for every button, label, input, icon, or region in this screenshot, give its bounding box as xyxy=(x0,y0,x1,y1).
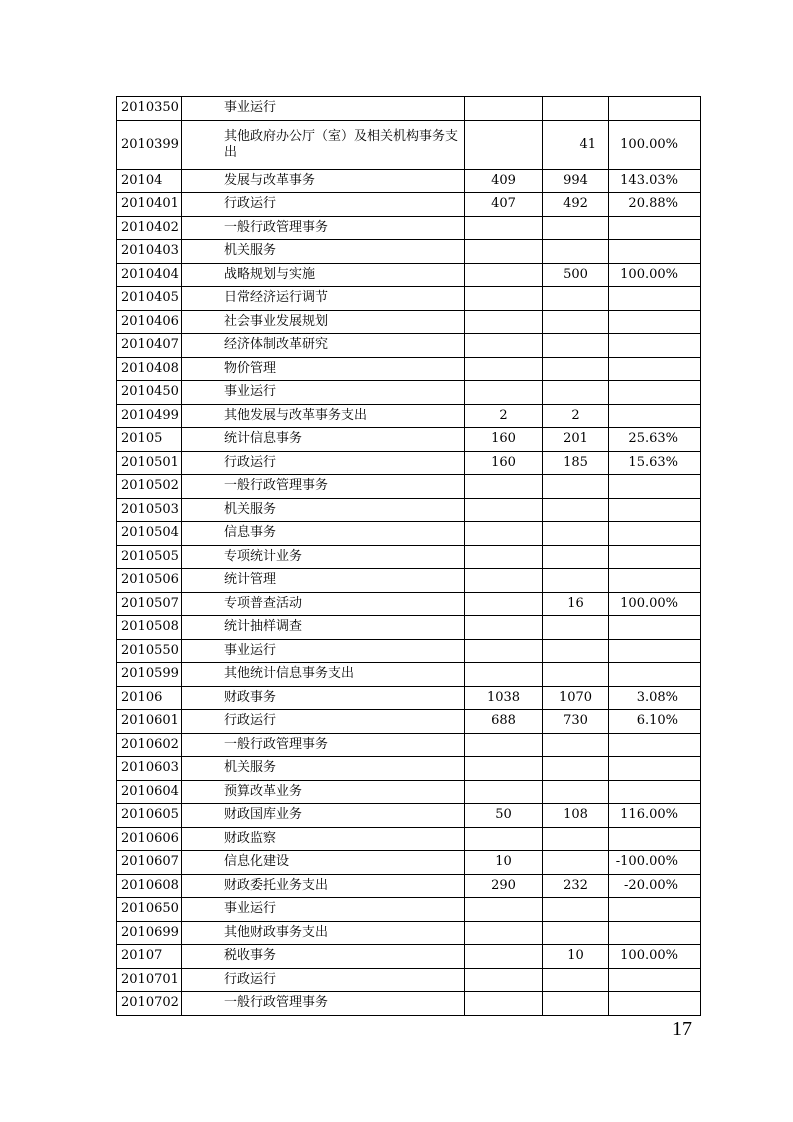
code-cell: 20105 xyxy=(117,428,182,452)
table-row xyxy=(117,287,701,311)
change-percent-cell: 25.63% xyxy=(609,428,701,452)
current-year-cell xyxy=(543,898,609,922)
change-percent-cell: 6.10% xyxy=(609,710,701,734)
table-row xyxy=(117,545,701,569)
change-percent-cell xyxy=(609,216,701,240)
code-cell: 2010506 xyxy=(117,569,182,593)
code-cell: 20104 xyxy=(117,169,182,193)
code-cell: 2010407 xyxy=(117,334,182,358)
name-cell: 行政运行 xyxy=(182,710,465,734)
prior-year-cell: 2 xyxy=(465,404,543,428)
current-year-cell: 41 xyxy=(543,120,609,169)
code-cell: 2010504 xyxy=(117,522,182,546)
name-cell: 一般行政管理事务 xyxy=(182,733,465,757)
name-cell: 专项普查活动 xyxy=(182,592,465,616)
code-cell: 2010503 xyxy=(117,498,182,522)
change-percent-cell xyxy=(609,757,701,781)
change-percent-cell: 20.88% xyxy=(609,193,701,217)
change-percent-cell: 143.03% xyxy=(609,169,701,193)
code-cell: 2010601 xyxy=(117,710,182,734)
current-year-cell xyxy=(543,334,609,358)
table-row xyxy=(117,310,701,334)
budget-table-body xyxy=(117,97,701,1016)
current-year-cell xyxy=(543,992,609,1016)
change-percent-cell xyxy=(609,310,701,334)
code-cell: 2010550 xyxy=(117,639,182,663)
table-row xyxy=(117,851,701,875)
change-percent-cell xyxy=(609,240,701,264)
change-percent-cell: 100.00% xyxy=(609,263,701,287)
current-year-cell xyxy=(543,968,609,992)
name-cell: 事业运行 xyxy=(182,381,465,405)
change-percent-cell: 100.00% xyxy=(609,945,701,969)
table-row xyxy=(117,451,701,475)
change-percent-cell xyxy=(609,639,701,663)
table-row xyxy=(117,522,701,546)
name-cell: 战略规划与实施 xyxy=(182,263,465,287)
change-percent-cell: 100.00% xyxy=(609,120,701,169)
prior-year-cell xyxy=(465,616,543,640)
current-year-cell xyxy=(543,522,609,546)
prior-year-cell xyxy=(465,120,543,169)
table-row xyxy=(117,97,701,121)
change-percent-cell xyxy=(609,616,701,640)
table-row xyxy=(117,357,701,381)
code-cell: 2010607 xyxy=(117,851,182,875)
change-percent-cell: 116.00% xyxy=(609,804,701,828)
table-row xyxy=(117,686,701,710)
table-row xyxy=(117,334,701,358)
table-row xyxy=(117,498,701,522)
name-cell: 事业运行 xyxy=(182,97,465,121)
code-cell: 2010499 xyxy=(117,404,182,428)
change-percent-cell xyxy=(609,545,701,569)
change-percent-cell xyxy=(609,921,701,945)
name-cell: 统计信息事务 xyxy=(182,428,465,452)
prior-year-cell xyxy=(465,733,543,757)
prior-year-cell xyxy=(465,545,543,569)
current-year-cell: 1070 xyxy=(543,686,609,710)
prior-year-cell xyxy=(465,357,543,381)
table-row xyxy=(117,569,701,593)
name-cell: 社会事业发展规划 xyxy=(182,310,465,334)
name-cell: 信息事务 xyxy=(182,522,465,546)
current-year-cell xyxy=(543,381,609,405)
code-cell: 2010401 xyxy=(117,193,182,217)
code-cell: 2010699 xyxy=(117,921,182,945)
current-year-cell: 185 xyxy=(543,451,609,475)
prior-year-cell: 160 xyxy=(465,428,543,452)
current-year-cell xyxy=(543,569,609,593)
prior-year-cell xyxy=(465,97,543,121)
prior-year-cell: 10 xyxy=(465,851,543,875)
name-cell: 经济体制改革研究 xyxy=(182,334,465,358)
prior-year-cell xyxy=(465,334,543,358)
name-cell: 机关服务 xyxy=(182,498,465,522)
change-percent-cell: 3.08% xyxy=(609,686,701,710)
change-percent-cell xyxy=(609,357,701,381)
change-percent-cell xyxy=(609,663,701,687)
table-row xyxy=(117,992,701,1016)
prior-year-cell xyxy=(465,498,543,522)
change-percent-cell: 100.00% xyxy=(609,592,701,616)
table-row xyxy=(117,169,701,193)
table-row xyxy=(117,592,701,616)
name-cell: 一般行政管理事务 xyxy=(182,216,465,240)
change-percent-cell xyxy=(609,475,701,499)
table-row xyxy=(117,639,701,663)
change-percent-cell xyxy=(609,992,701,1016)
current-year-cell xyxy=(543,310,609,334)
current-year-cell xyxy=(543,733,609,757)
table-row xyxy=(117,263,701,287)
table-row xyxy=(117,945,701,969)
prior-year-cell: 1038 xyxy=(465,686,543,710)
table-row xyxy=(117,733,701,757)
prior-year-cell xyxy=(465,522,543,546)
name-cell: 专项统计业务 xyxy=(182,545,465,569)
name-cell: 日常经济运行调节 xyxy=(182,287,465,311)
prior-year-cell xyxy=(465,639,543,663)
prior-year-cell xyxy=(465,968,543,992)
current-year-cell: 10 xyxy=(543,945,609,969)
name-cell: 行政运行 xyxy=(182,193,465,217)
prior-year-cell xyxy=(465,287,543,311)
table-row xyxy=(117,827,701,851)
prior-year-cell xyxy=(465,898,543,922)
prior-year-cell xyxy=(465,827,543,851)
name-cell: 一般行政管理事务 xyxy=(182,992,465,1016)
change-percent-cell xyxy=(609,827,701,851)
table-row xyxy=(117,381,701,405)
table-row xyxy=(117,780,701,804)
code-cell: 2010502 xyxy=(117,475,182,499)
current-year-cell: 16 xyxy=(543,592,609,616)
table-row xyxy=(117,710,701,734)
name-cell: 统计抽样调查 xyxy=(182,616,465,640)
change-percent-cell: -20.00% xyxy=(609,874,701,898)
change-percent-cell xyxy=(609,334,701,358)
code-cell: 2010350 xyxy=(117,97,182,121)
name-cell: 机关服务 xyxy=(182,240,465,264)
table-row xyxy=(117,968,701,992)
table-row xyxy=(117,193,701,217)
prior-year-cell xyxy=(465,757,543,781)
change-percent-cell xyxy=(609,780,701,804)
budget-table xyxy=(116,96,701,1016)
name-cell: 税收事务 xyxy=(182,945,465,969)
code-cell: 2010408 xyxy=(117,357,182,381)
name-cell: 行政运行 xyxy=(182,451,465,475)
table-row xyxy=(117,404,701,428)
prior-year-cell xyxy=(465,263,543,287)
current-year-cell xyxy=(543,287,609,311)
change-percent-cell xyxy=(609,381,701,405)
name-cell: 其他政府办公厅（室）及相关机构事务支出 xyxy=(182,120,465,169)
code-cell: 2010406 xyxy=(117,310,182,334)
table-row xyxy=(117,216,701,240)
code-cell: 2010399 xyxy=(117,120,182,169)
name-cell: 财政监察 xyxy=(182,827,465,851)
prior-year-cell: 688 xyxy=(465,710,543,734)
prior-year-cell xyxy=(465,240,543,264)
prior-year-cell: 290 xyxy=(465,874,543,898)
current-year-cell xyxy=(543,475,609,499)
code-cell: 2010603 xyxy=(117,757,182,781)
prior-year-cell: 50 xyxy=(465,804,543,828)
name-cell: 一般行政管理事务 xyxy=(182,475,465,499)
table-row xyxy=(117,898,701,922)
change-percent-cell xyxy=(609,404,701,428)
change-percent-cell: -100.00% xyxy=(609,851,701,875)
name-cell: 财政国库业务 xyxy=(182,804,465,828)
code-cell: 2010599 xyxy=(117,663,182,687)
change-percent-cell xyxy=(609,733,701,757)
code-cell: 2010604 xyxy=(117,780,182,804)
current-year-cell: 201 xyxy=(543,428,609,452)
current-year-cell xyxy=(543,757,609,781)
table-row xyxy=(117,616,701,640)
code-cell: 2010507 xyxy=(117,592,182,616)
name-cell: 机关服务 xyxy=(182,757,465,781)
name-cell: 财政事务 xyxy=(182,686,465,710)
name-cell: 行政运行 xyxy=(182,968,465,992)
current-year-cell xyxy=(543,498,609,522)
table-row xyxy=(117,428,701,452)
name-cell: 统计管理 xyxy=(182,569,465,593)
current-year-cell: 108 xyxy=(543,804,609,828)
table-row xyxy=(117,921,701,945)
code-cell: 2010702 xyxy=(117,992,182,1016)
code-cell: 20107 xyxy=(117,945,182,969)
code-cell: 2010405 xyxy=(117,287,182,311)
name-cell: 物价管理 xyxy=(182,357,465,381)
current-year-cell xyxy=(543,851,609,875)
code-cell: 2010650 xyxy=(117,898,182,922)
name-cell: 其他发展与改革事务支出 xyxy=(182,404,465,428)
table-row xyxy=(117,663,701,687)
current-year-cell: 994 xyxy=(543,169,609,193)
code-cell: 2010402 xyxy=(117,216,182,240)
current-year-cell xyxy=(543,921,609,945)
change-percent-cell xyxy=(609,569,701,593)
name-cell: 事业运行 xyxy=(182,639,465,663)
code-cell: 2010505 xyxy=(117,545,182,569)
change-percent-cell xyxy=(609,898,701,922)
prior-year-cell: 409 xyxy=(465,169,543,193)
code-cell: 2010701 xyxy=(117,968,182,992)
table-row xyxy=(117,475,701,499)
current-year-cell xyxy=(543,240,609,264)
change-percent-cell xyxy=(609,522,701,546)
table-row xyxy=(117,757,701,781)
name-cell: 财政委托业务支出 xyxy=(182,874,465,898)
code-cell: 2010608 xyxy=(117,874,182,898)
current-year-cell: 730 xyxy=(543,710,609,734)
code-cell: 2010602 xyxy=(117,733,182,757)
table-row xyxy=(117,804,701,828)
current-year-cell xyxy=(543,216,609,240)
current-year-cell xyxy=(543,639,609,663)
current-year-cell: 492 xyxy=(543,193,609,217)
current-year-cell: 232 xyxy=(543,874,609,898)
name-cell: 其他财政事务支出 xyxy=(182,921,465,945)
current-year-cell: 500 xyxy=(543,263,609,287)
code-cell: 2010501 xyxy=(117,451,182,475)
code-cell: 2010606 xyxy=(117,827,182,851)
page-number: 17 xyxy=(672,1018,692,1040)
code-cell: 2010404 xyxy=(117,263,182,287)
current-year-cell xyxy=(543,97,609,121)
change-percent-cell: 15.63% xyxy=(609,451,701,475)
code-cell: 20106 xyxy=(117,686,182,710)
change-percent-cell xyxy=(609,968,701,992)
current-year-cell: 2 xyxy=(543,404,609,428)
prior-year-cell xyxy=(465,945,543,969)
change-percent-cell xyxy=(609,498,701,522)
table-row xyxy=(117,874,701,898)
code-cell: 2010450 xyxy=(117,381,182,405)
prior-year-cell xyxy=(465,475,543,499)
prior-year-cell: 407 xyxy=(465,193,543,217)
prior-year-cell xyxy=(465,780,543,804)
current-year-cell xyxy=(543,663,609,687)
change-percent-cell xyxy=(609,287,701,311)
prior-year-cell xyxy=(465,569,543,593)
current-year-cell xyxy=(543,780,609,804)
name-cell: 其他统计信息事务支出 xyxy=(182,663,465,687)
prior-year-cell xyxy=(465,663,543,687)
prior-year-cell: 160 xyxy=(465,451,543,475)
current-year-cell xyxy=(543,357,609,381)
change-percent-cell xyxy=(609,97,701,121)
table-row xyxy=(117,120,701,169)
prior-year-cell xyxy=(465,921,543,945)
name-cell: 信息化建设 xyxy=(182,851,465,875)
prior-year-cell xyxy=(465,310,543,334)
prior-year-cell xyxy=(465,992,543,1016)
prior-year-cell xyxy=(465,381,543,405)
prior-year-cell xyxy=(465,216,543,240)
name-cell: 事业运行 xyxy=(182,898,465,922)
name-cell: 发展与改革事务 xyxy=(182,169,465,193)
name-cell: 预算改革业务 xyxy=(182,780,465,804)
table-row xyxy=(117,240,701,264)
current-year-cell xyxy=(543,616,609,640)
code-cell: 2010508 xyxy=(117,616,182,640)
current-year-cell xyxy=(543,545,609,569)
prior-year-cell xyxy=(465,592,543,616)
code-cell: 2010605 xyxy=(117,804,182,828)
code-cell: 2010403 xyxy=(117,240,182,264)
current-year-cell xyxy=(543,827,609,851)
